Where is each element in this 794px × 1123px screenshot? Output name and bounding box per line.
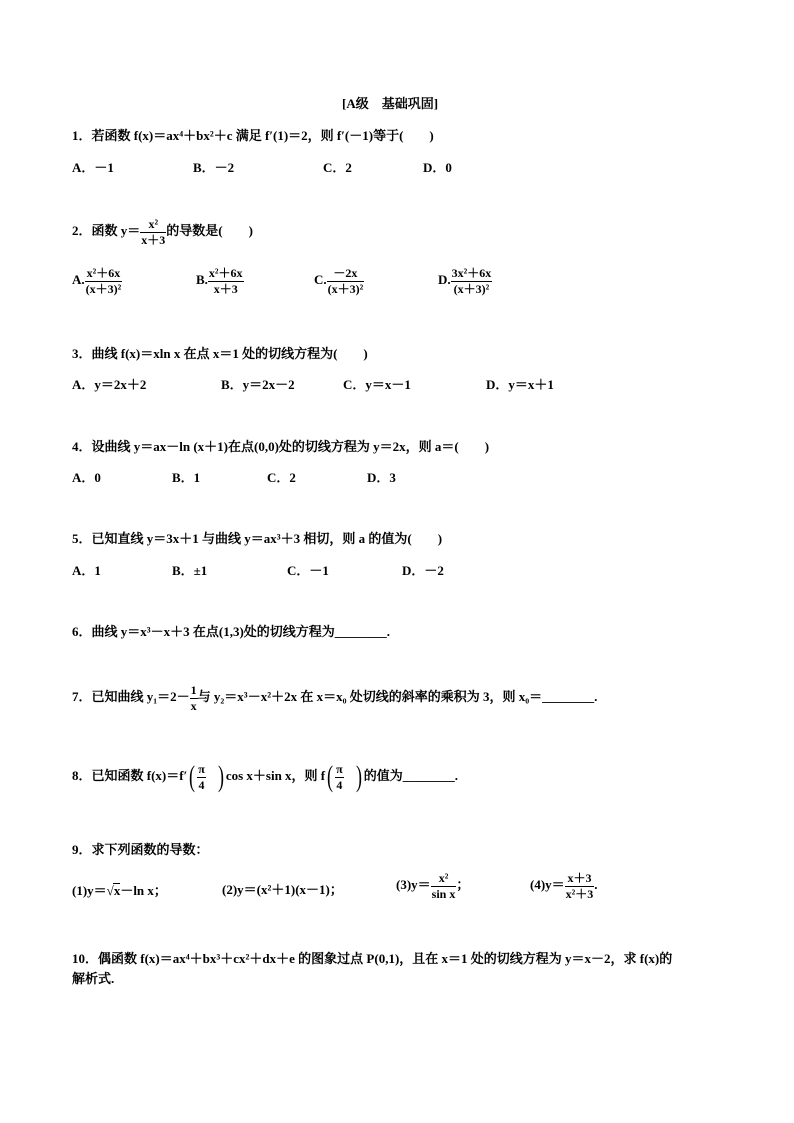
q3-option-c: C．y＝x－1	[343, 377, 411, 392]
q8-fraction-2: $\frac{\pi}{4}$	[336, 761, 343, 792]
q2-option-a: A. $\frac{\text{x²＋6x}}{\text{(x＋3)²}}$	[72, 266, 122, 296]
q5-option-c: C．－1	[287, 563, 329, 578]
q8-fraction-1: $\frac{\pi}{4}$	[198, 761, 205, 792]
q1-option-c: C．2	[323, 160, 352, 175]
question-3-stem: 3．曲线 f(x)＝xln x 在点 x＝1 处的切线方程为( )	[72, 346, 368, 361]
question-5-stem: 5．已知直线 y＝3x＋1 与曲线 y＝ax³＋3 相切，则 a 的值为( )	[72, 531, 443, 546]
q1-option-b: B．－2	[193, 160, 235, 175]
q3-option-d: D．y＝x＋1	[486, 377, 554, 392]
q2-option-b: B. $\frac{\text{x²＋6x}}{x+3}$	[196, 266, 243, 296]
q9-part-1: (1)y＝√x－ln x；	[72, 883, 167, 898]
q1-option-d: D．0	[423, 160, 452, 175]
q2-option-c: C. $\frac{-2x}{\text{(x＋3)²}}$	[314, 266, 364, 296]
q7-fraction: $\frac{1}{x}$	[190, 683, 197, 713]
q5-option-a: A．1	[72, 563, 101, 578]
q4-option-b: B．1	[172, 470, 201, 485]
right-paren: )	[355, 760, 362, 793]
q4-option-c: C．2	[267, 470, 296, 485]
left-paren: (	[189, 760, 196, 793]
question-6-stem: 6．曲线 y＝x³－x＋3 在点(1,3)处的切线方程为________.	[72, 624, 391, 639]
q9-part-4: (4)y＝ $\frac{x+3}{\text{x²＋3}}$ .	[530, 871, 598, 901]
q3-option-a: A．y＝2x＋2	[72, 377, 147, 392]
question-10-line-2: 解析式.	[72, 971, 115, 986]
q3-option-b: B．y＝2x－2	[221, 377, 295, 392]
q4-option-d: D．3	[367, 470, 396, 485]
q9-part-3: (3)y＝ $\frac{\text{x²}}{\text{sin x}}$ ；	[396, 871, 470, 901]
section-header: [A级 基础巩固]	[342, 96, 439, 111]
q2-fraction: $\frac{\text{x²}}{x+3}$	[141, 217, 166, 247]
question-4-stem: 4．设曲线 y＝ax－ln (x＋1)在点(0,0)处的切线方程为 y＝2x，则 a＝( )	[72, 439, 490, 454]
question-10-line-1: 10．偶函数 f(x)＝ax⁴＋bx³＋cx²＋dx＋e 的图象过点 P(0,1)，且在 x＝1 处的切线方程为 y＝x－2，求 f(x)的	[72, 951, 673, 966]
q5-option-b: B．±1	[172, 563, 208, 578]
sqrt-sign: √	[106, 883, 114, 898]
q1-option-a: A．－1	[72, 160, 114, 175]
q2-option-d: D. $\frac{\text{3x²＋6x}}{\text{(x＋3)²}}$	[438, 266, 492, 296]
question-1-stem: 1．若函数 f(x)＝ax⁴＋bx²＋c 满足 f′(1)＝2，则 f′(－1)等于( )	[72, 128, 434, 143]
left-paren: (	[327, 760, 334, 793]
q9-part-2: (2)y＝(x²＋1)(x－1)；	[222, 882, 343, 897]
right-paren: )	[217, 760, 224, 793]
q5-option-d: D．－2	[402, 563, 444, 578]
q4-option-a: A．0	[72, 470, 101, 485]
question-9-stem: 9．求下列函数的导数：	[72, 842, 209, 857]
question-8-stem: 8．已知函数 f(x)＝f′( $\frac{\pi}{4}$ ) cos x＋sin x，则 f( $\frac{\pi}{4}$ ) 的值为________.	[72, 760, 458, 793]
question-2-stem: 2．函数 y＝ $\frac{\text{x²}}{x+3}$ 的导数是( )	[72, 217, 253, 247]
question-7-stem: 7．已知曲线 y₁＝2－ $\frac{1}{x}$ 与 y₂＝x³－x²＋2x 在 x＝x₀ 处切线的斜率的乘积为 3，则 x₀＝________.	[72, 683, 598, 713]
